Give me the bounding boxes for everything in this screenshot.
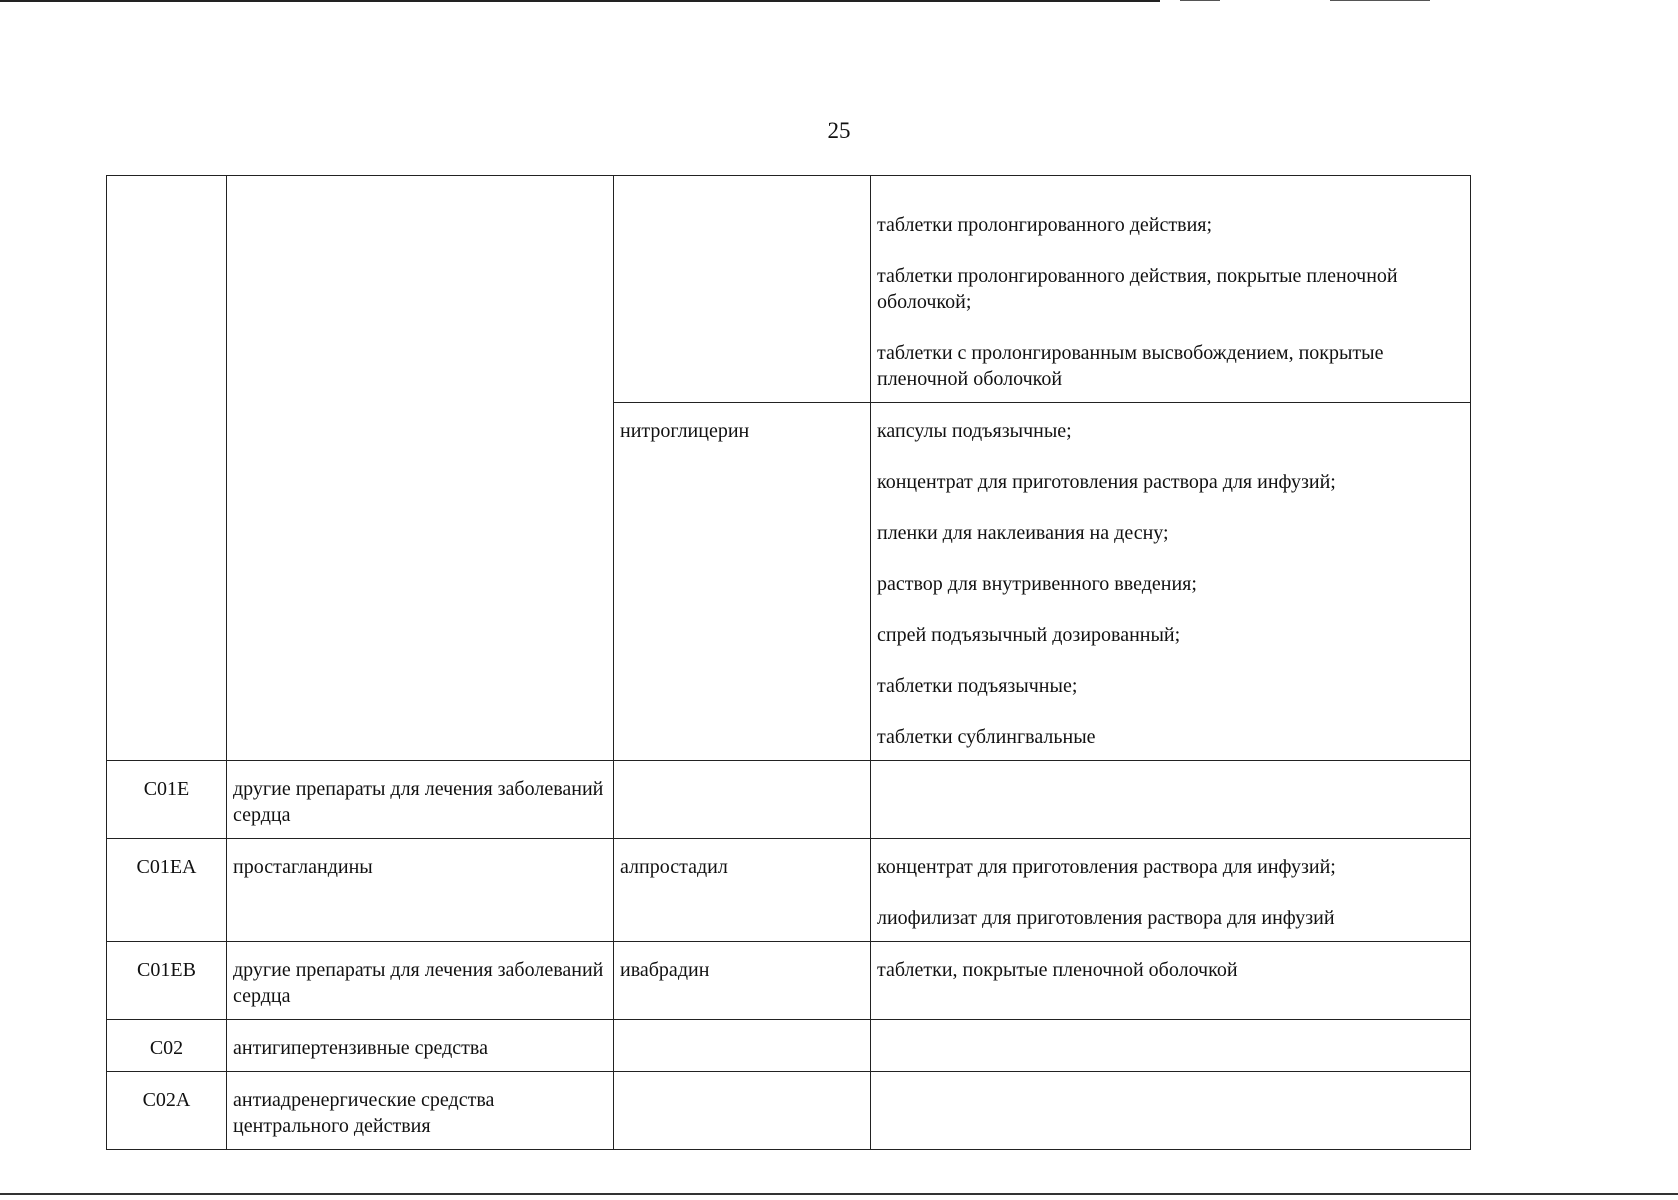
- dosage-form: концентрат для приготовления раствора для инфузий;: [877, 856, 1336, 878]
- group-name-cell: антигипертензивные средства: [227, 1020, 614, 1072]
- dosage-forms-cell: [871, 403, 1471, 761]
- drug-name-cell: [614, 1020, 871, 1072]
- table-row: [107, 176, 1471, 403]
- table-row: [107, 942, 1471, 1020]
- dosage-form: таблетки пролонгированного действия;: [877, 214, 1213, 236]
- group-name-cell: другие препараты для лечения заболеваний сердца: [227, 761, 614, 839]
- dosage-form: таблетки с пролонгированным высвобождением, покрытые пленочной оболочкой: [877, 342, 1384, 390]
- group-name-cell: другие препараты для лечения заболеваний сердца: [227, 942, 614, 1020]
- page-number: 25: [827, 118, 851, 143]
- atc-code-cell: C02: [107, 1020, 227, 1072]
- dosage-forms-cell: [871, 761, 1471, 839]
- drug-list-table: [106, 175, 1471, 1150]
- drug-name-cell: [614, 176, 871, 403]
- top-rule-line: [0, 0, 1160, 2]
- dosage-form: таблетки пролонгированного действия, покрытые пленочной оболочкой;: [877, 265, 1398, 313]
- dosage-forms-cell: [871, 942, 1471, 1020]
- dosage-form: спрей подъязычный дозированный;: [877, 624, 1181, 646]
- dosage-form: пленки для наклеивания на десну;: [877, 522, 1169, 544]
- table-row: [107, 1072, 1471, 1150]
- group-name-cell: [227, 176, 614, 761]
- dosage-form: раствор для внутривенного введения;: [877, 573, 1197, 595]
- atc-code-cell: C02A: [107, 1072, 227, 1150]
- atc-code-cell: C01EA: [107, 839, 227, 942]
- bottom-rule-line: [0, 1193, 1678, 1195]
- dosage-forms-cell: [871, 839, 1471, 942]
- dosage-form: таблетки подъязычные;: [877, 675, 1078, 697]
- drug-name-cell: [614, 761, 871, 839]
- drug-name-cell: алпростадил: [614, 839, 871, 942]
- drug-name-cell: [614, 1072, 871, 1150]
- table-row: [107, 839, 1471, 942]
- dosage-forms-cell: [871, 1020, 1471, 1072]
- group-name-cell: простагландины: [227, 839, 614, 942]
- dosage-form: концентрат для приготовления раствора для инфузий;: [877, 471, 1336, 493]
- dosage-form: таблетки, покрытые пленочной оболочкой: [877, 959, 1238, 981]
- dosage-form: таблетки сублингвальные: [877, 726, 1096, 748]
- table-row: [107, 1020, 1471, 1072]
- drug-name-cell: нитроглицерин: [614, 403, 871, 761]
- atc-code-cell: C01EB: [107, 942, 227, 1020]
- dosage-forms-cell: [871, 176, 1471, 403]
- top-rule-fragment: [1330, 0, 1430, 1]
- table-row: [107, 761, 1471, 839]
- dosage-form: капсулы подъязычные;: [877, 420, 1072, 442]
- dosage-forms-cell: [871, 1072, 1471, 1150]
- drug-name-cell: ивабрадин: [614, 942, 871, 1020]
- group-name-cell: антиадренергические средства центрального действия: [227, 1072, 614, 1150]
- atc-code-cell: [107, 176, 227, 761]
- dosage-form: лиофилизат для приготовления раствора для инфузий: [877, 907, 1335, 929]
- atc-code-cell: C01E: [107, 761, 227, 839]
- top-rule-fragment: [1180, 0, 1220, 1]
